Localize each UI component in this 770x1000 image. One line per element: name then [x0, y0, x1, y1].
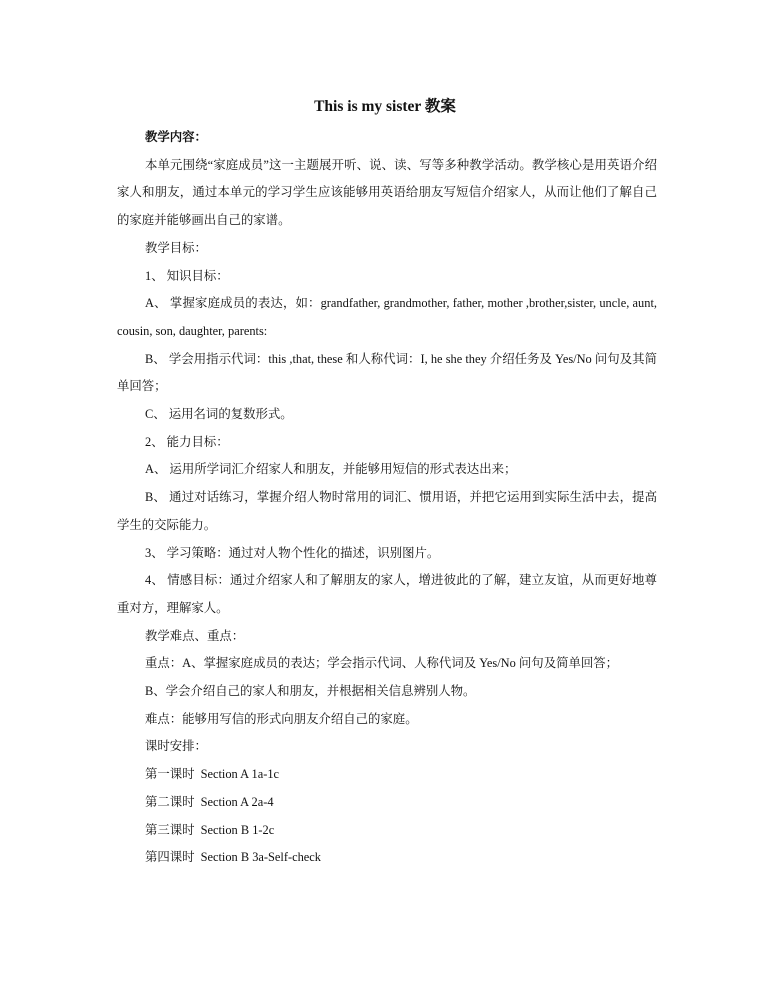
schedule-section: Section A 2a-4 — [200, 794, 274, 809]
schedule-period: 第四课时 — [145, 850, 195, 865]
goal-knowledge: 1、 知识目标： — [145, 268, 229, 283]
goal-knowledge-a: A、 掌握家庭成员的表达，如：grandfather, grandmother, father, mother ,brother,sister, uncle, aunt, cousin, son, daughter, parents: — [117, 296, 657, 338]
schedule-item — [117, 844, 657, 872]
page-title: This is my sister 教案 — [314, 98, 456, 115]
key-point-a: 重点：A、掌握家庭成员的表达；学会指示代词、人称代词及 Yes/No 问句及简单回答； — [145, 656, 619, 671]
content-heading: 教学内容： — [145, 130, 207, 144]
key-point-b: B、学会介绍自己的家人和朋友，并根据相关信息辨别人物。 — [145, 684, 476, 699]
schedule-section: Section B 1-2c — [200, 822, 275, 837]
goal-ability: 2、 能力目标： — [145, 434, 229, 449]
goal-ability-b: B、 通过对话练习，掌握介绍人物时常用的词汇、惯用语，并把它运用到实际生活中去，提高学生的交际能力。 — [117, 490, 657, 532]
goal-emotion: 4、 情感目标：通过介绍家人和了解朋友的家人，增进彼此的了解，建立友谊，从而更好地尊重对方，理解家人。 — [117, 573, 657, 615]
schedule-item — [117, 761, 657, 789]
content-paragraph: 本单元围绕“家庭成员”这一主题展开听、说、读、写等多种教学活动。教学核心是用英语介绍家人和朋友，通过本单元的学习学生应该能够用英语给朋友写短信介绍家人，从而让他们了解自己的家庭并能够画出自己的家谱。 — [117, 157, 657, 228]
schedule-item — [117, 817, 657, 845]
goal-knowledge-c: C、 运用名词的复数形式。 — [145, 407, 293, 422]
schedule-period: 第三课时 — [145, 822, 195, 837]
schedule-section: Section A 1a-1c — [200, 767, 280, 782]
schedule-heading: 课时安排： — [145, 739, 207, 754]
document-body — [117, 124, 657, 872]
schedule-item — [117, 789, 657, 817]
schedule-section: Section B 3a-Self-check — [200, 850, 321, 865]
difficulty-point: 难点：能够用写信的形式向朋友介绍自己的家庭。 — [145, 711, 418, 726]
goals-heading: 教学目标： — [145, 240, 207, 255]
goal-ability-a: A、 运用所学词汇介绍家人和朋友，并能够用短信的形式表达出来； — [145, 462, 517, 477]
difficulty-heading: 教学难点、重点： — [145, 628, 245, 643]
schedule-period: 第二课时 — [145, 794, 195, 809]
schedule-period: 第一课时 — [145, 767, 195, 782]
goal-knowledge-b: B、 学会用指示代词：this ,that, these 和人称代词：I, he she they 介绍任务及 Yes/No 问句及其简单回答； — [117, 351, 657, 394]
goal-strategy: 3、 学习策略：通过对人物个性化的描述，识别图片。 — [145, 545, 440, 560]
